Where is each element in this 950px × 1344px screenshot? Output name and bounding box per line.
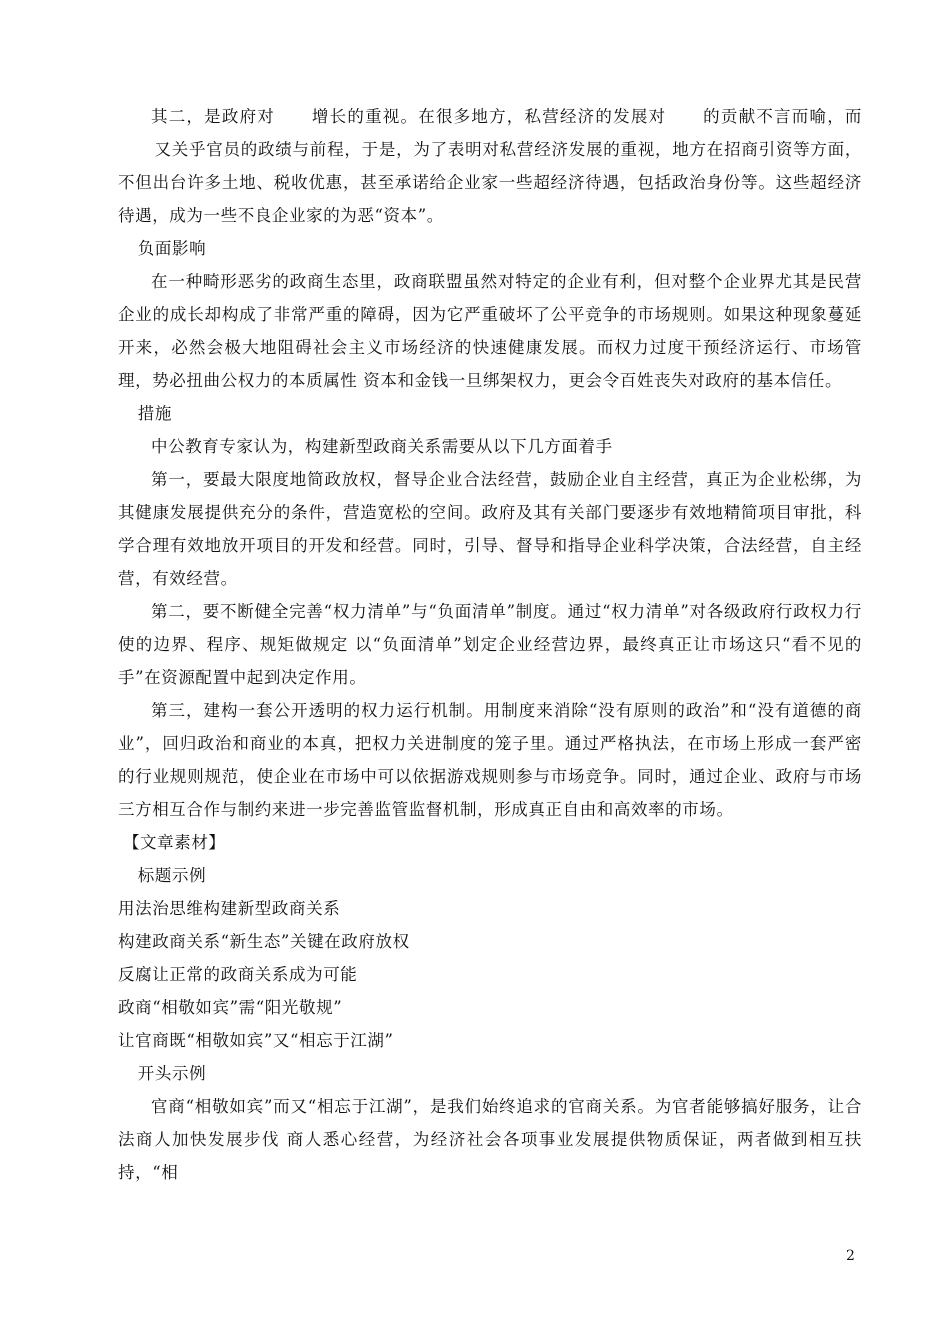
text-span: 的贡献不言而喻，而 bbox=[702, 107, 863, 126]
text-span: 增长的重视。在很多地方，私营经济的发展对 bbox=[311, 107, 667, 126]
page-number: 2 bbox=[846, 1248, 855, 1264]
paragraph-third-measure: 第三，建构一套公开透明的权力运行机制。用制度来消除“没有原则的政治”和“没有道德的商业”，回归政治和商业的本真，把权力关进制度的笼子里。通过严格执法，在市场上形成一套严密的行业规则规范，使企业在市场中可以依据游戏规则参与市场竞争。同时，通过企业、政府与市场三方相互合作与制约来进一步完善监管监督机制，形成真正自由和高效率的市场。 bbox=[118, 701, 862, 819]
text-span: 又关乎官员的政绩与前程，于是，为了表明对私营经济发展的重视，地方在招商引资等方面，不但出台许多土地、税收优惠，甚至承诺给企业家一些超经济待遇，包括政治身份等。这些超经济待遇，成为一些不良企业家的为恶“资本”。 bbox=[118, 140, 862, 225]
paragraph-expert-view: 中公教育专家认为，构建新型政商关系需要从以下几方面着手 bbox=[151, 437, 613, 456]
heading-article-material: 【文章素材】 bbox=[122, 833, 226, 852]
title-example-2: 构建政商关系“新生态”关键在政府放权 bbox=[118, 932, 410, 951]
paragraph-opening-example: 官商“相敬如宾”而又“相忘于江湖”，是我们始终追求的官商关系。为官者能够搞好服务，让合法商人加快发展步伐 商人悉心经营，为经济社会各项事业发展提供物质保证，两者做到相互扶持，“相 bbox=[118, 1097, 862, 1182]
document-body bbox=[118, 100, 862, 1189]
heading-negative-impact: 负面影响 bbox=[137, 239, 207, 258]
heading-measures: 措施 bbox=[137, 404, 172, 423]
title-example-3: 反腐让正常的政商关系成为可能 bbox=[118, 965, 358, 984]
title-example-5: 让官商既“相敬如宾”又“相忘于江湖” bbox=[118, 1031, 394, 1050]
title-example-4: 政商“相敬如宾”需“阳光敬规” bbox=[118, 998, 343, 1017]
paragraph-negative-impact: 在一种畸形恶劣的政商生态里，政商联盟虽然对特定的企业有利，但对整个企业界尤其是民营企业的成长却构成了非常严重的障碍，因为它严重破坏了公平竞争的市场规则。如果这种现象蔓延开来，必然会极大地阻碍社会主义市场经济的快速健康发展。而权力过度干预经济运行、市场管理，势必扭曲公权力的本质属性 资本和金钱一旦绑架权力，更会令百姓丧失对政府的基本信任。 bbox=[118, 272, 862, 390]
heading-opening-examples: 开头示例 bbox=[137, 1064, 207, 1083]
heading-title-examples: 标题示例 bbox=[137, 866, 207, 885]
title-example-1: 用法治思维构建新型政商关系 bbox=[118, 899, 341, 918]
text-span: 其二，是政府对 bbox=[151, 107, 276, 126]
paragraph-first-measure: 第一，要最大限度地简政放权，督导企业合法经营，鼓励企业自主经营，真正为企业松绑，为其健康发展提供充分的条件，营造宽松的空间。政府及其有关部门要逐步有效地精简项目审批，科学合理有效地放开项目的开发和经营。同时，引导、督导和指导企业科学决策，合法经营，自主经营，有效经营。 bbox=[118, 470, 862, 588]
paragraph-second-point bbox=[118, 100, 862, 232]
paragraph-second-measure: 第二，要不断健全完善“权力清单”与“负面清单”制度。通过“权力清单”对各级政府行政权力行使的边界、程序、规矩做规定 以“负面清单”划定企业经营边界，最终真正让市场这只“看不见的手”在资源配置中起到决定作用。 bbox=[118, 602, 862, 687]
